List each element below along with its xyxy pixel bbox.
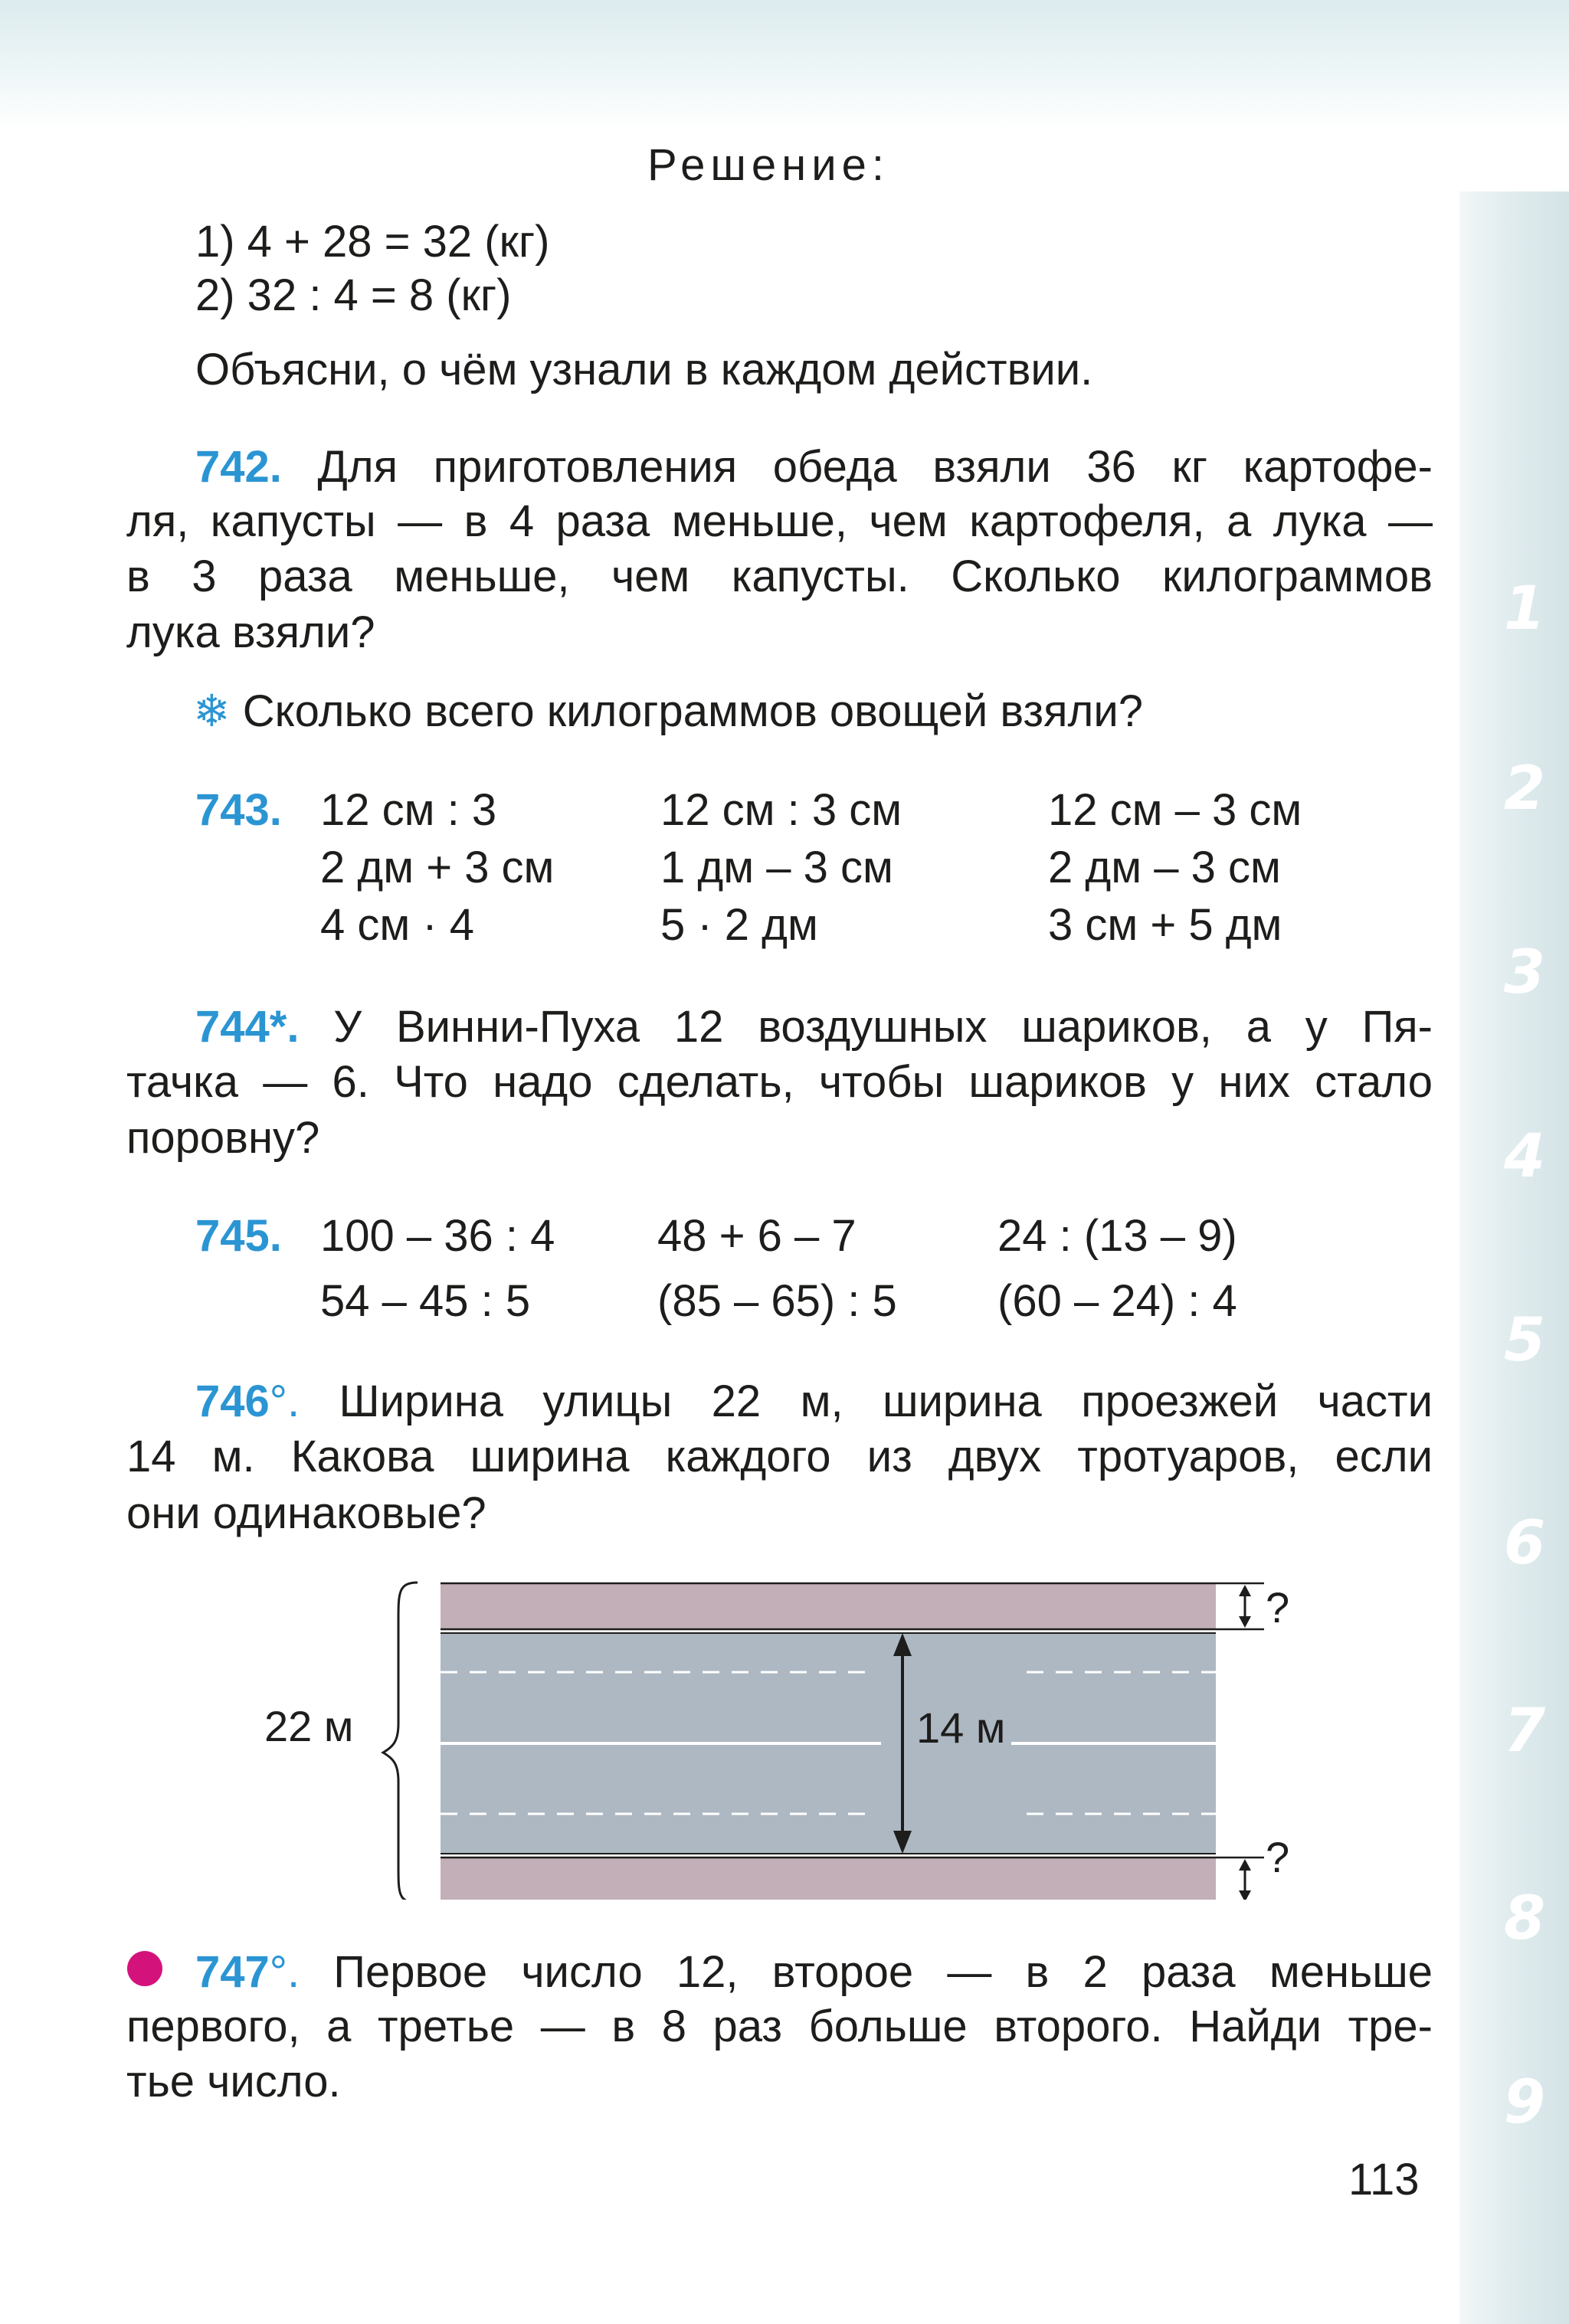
brace (383, 1583, 418, 1900)
solution-step-2: 2) 32 : 4 = 8 (кг) (195, 270, 512, 320)
expression: (60 – 24) : 4 (997, 1276, 1237, 1326)
problem-number: 746°. (195, 1376, 300, 1426)
chapter-number: 8 (1503, 1884, 1546, 1953)
expression: 24 : (13 – 9) (997, 1211, 1237, 1261)
street-width-label: 22 м (264, 1702, 354, 1750)
expression: 48 + 6 – 7 (657, 1211, 857, 1261)
problem-742-extra: ❄ Сколько всего килограммов овощей взяли? (193, 686, 1144, 736)
problem-742-line-1: 742. Для приготовления обеда взяли 36 кг картофе- (195, 442, 1433, 492)
chapter-number: 3 (1503, 938, 1546, 1007)
expression: 12 см : 3 см (660, 785, 902, 835)
problem-747-line-3: тье число. (126, 2057, 341, 2106)
problem-746-line-2: 14 м. Какова ширина каждого из двух тротуаров, если (126, 1432, 1433, 1481)
unknown-bottom-label: ? (1266, 1833, 1290, 1881)
unknown-top-label: ? (1266, 1583, 1290, 1632)
expression: 3 см + 5 дм (1048, 900, 1282, 950)
chapter-number: 1 (1503, 574, 1546, 643)
street-diagram (0, 1563, 1569, 1900)
problem-742-line-4: лука взяли? (126, 607, 375, 657)
problem-746-line-3: они одинаковые? (126, 1488, 486, 1538)
expression: 100 – 36 : 4 (320, 1211, 555, 1261)
chapter-strip (1459, 191, 1569, 2324)
expression: 12 см – 3 см (1048, 785, 1302, 835)
expression: 12 см : 3 (320, 785, 497, 835)
chapter-number: 2 (1503, 754, 1546, 823)
marker-dot (127, 1951, 162, 1986)
expression: 2 дм + 3 см (320, 843, 555, 892)
chapter-number: 4 (1503, 1122, 1546, 1191)
chapter-number: 6 (1503, 1509, 1546, 1578)
problem-747-line-2: первого, а третье — в 8 раз больше второго. Найди тре- (126, 2002, 1433, 2051)
chapter-number: 9 (1503, 2068, 1546, 2137)
expression: 5 · 2 дм (660, 900, 818, 950)
problem-number: 744*. (195, 1002, 300, 1052)
problem-746-line-1: 746°. Ширина улицы 22 м, ширина проезжей части (195, 1376, 1433, 1426)
expression: 4 см · 4 (320, 900, 475, 950)
problem-number: 745. (195, 1211, 282, 1261)
snowflake-icon: ❄ (193, 686, 231, 736)
chapter-number: 7 (1503, 1697, 1546, 1766)
problem-747-line-1: 747°. Первое число 12, второе — в 2 раза меньше (195, 1947, 1433, 1997)
expression: 54 – 45 : 5 (320, 1276, 531, 1326)
problem-744-line-3: поровну? (126, 1113, 320, 1163)
solution-step-1: 1) 4 + 28 = 32 (кг) (195, 217, 550, 267)
solution-heading: Решение: (647, 140, 889, 190)
chapter-number: 5 (1503, 1306, 1546, 1375)
problem-744-line-2: тачка — 6. Что надо сделать, чтобы шариков у них стало (126, 1057, 1433, 1107)
problem-number: 742. (195, 442, 282, 492)
problem-742-line-2: ля, капусты — в 4 раза меньше, чем картофеля, а лука — (126, 496, 1433, 546)
problem-number: 747°. (195, 1947, 300, 1997)
expression: 1 дм – 3 см (660, 843, 893, 892)
problem-744-line-1: 744*. У Винни-Пуха 12 воздушных шариков, а у Пя- (195, 1002, 1433, 1052)
roadway-width-label: 14 м (916, 1704, 1006, 1752)
sidewalk-top (441, 1583, 1216, 1629)
expression: (85 – 65) : 5 (657, 1276, 897, 1326)
problem-742-line-3: в 3 раза меньше, чем капусты. Сколько килограммов (126, 552, 1433, 601)
header-band (0, 0, 1569, 130)
problem-number: 743. (195, 785, 282, 835)
page-number: 113 (1348, 2155, 1420, 2205)
sidewalk-bottom (441, 1858, 1216, 1900)
solution-question: Объясни, о чём узнали в каждом действии. (195, 345, 1093, 394)
expression: 2 дм – 3 см (1048, 843, 1281, 892)
